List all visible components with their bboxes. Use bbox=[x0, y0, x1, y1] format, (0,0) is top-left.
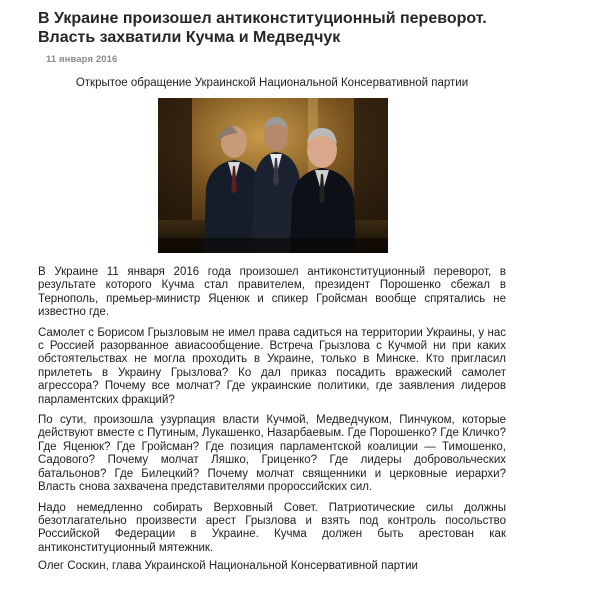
paragraph-3: По сути, произошла узурпация власти Кучмой, Медведчуком, Пинчуком, которые действуют вместе с Путиным, Лукашенко, Назарбаевым. Где Порошенко? Где Кличко? Где Яценюк? Где Гройсман? Где позиция парламентской коалиции — Тимошенко, Садового? Почему молчат Ляшко, Гриценко? Где лидеры добровольческих батальонов? Где Билецкий? Почему молчат священники и церковные иерархи? Власть снова захвачена представителями пророссийских сил. bbox=[38, 414, 506, 494]
paragraph-1: В Украине 11 января 2016 года произошел антиконституционный переворот, в результате которого Кучма стал правителем, президент Порошенко сбежал в Тернополь, премьер-министр Яценюк и спикер Гройсман вообще спрятались не известно где. bbox=[38, 266, 506, 319]
article-headline bbox=[38, 9, 558, 47]
headline-line-2: Власть захватили Кучма и Медведчук bbox=[38, 29, 341, 46]
article-photo bbox=[158, 98, 388, 253]
article-body bbox=[38, 266, 506, 581]
article-intro: Открытое обращение Украинской Национальной Консервативной партии bbox=[75, 77, 469, 89]
paragraph-2: Самолет с Борисом Грызловым не имел права садиться на территории Украины, у нас с Россией разорванное авиасообщение. Встреча Грызлова с Кучмой ни при каких обстоятельствах не могла проходить в Украине, только в Минске. Кто пригласил прилететь в Украину Грызлова? Ко дал приказ посадить вражеский самолет агрессора? Почему все молчат? Где украинские политики, где заявления лидеров парламентских фракций? bbox=[38, 326, 506, 406]
article-signature: Олег Соскин, глава Украинской Национальной Консервативной партии bbox=[38, 560, 418, 573]
headline-line-1: В Украине произошел антиконституционный переворот. bbox=[38, 10, 487, 27]
paragraph-4: Надо немедленно собирать Верховный Совет. Патриотические силы должны безотлагательно произвести арест Грызлова и взять под контроль посольство Российской Федерации в Украине. Кучма должен быть арестован как антиконституционный мятежник. bbox=[38, 501, 506, 554]
article-date: 11 января 2016 bbox=[46, 54, 118, 65]
